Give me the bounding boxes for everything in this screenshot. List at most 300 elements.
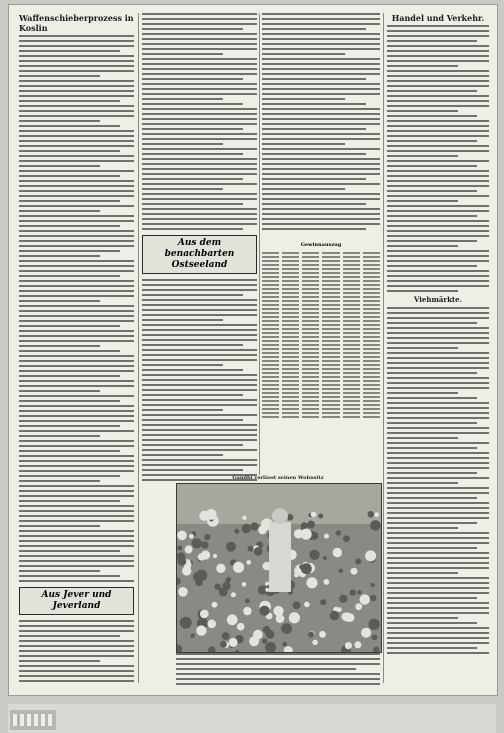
text-line xyxy=(142,454,223,456)
table-cell xyxy=(322,364,339,366)
text-line xyxy=(387,607,489,609)
table-cell xyxy=(282,344,299,346)
text-line xyxy=(19,345,100,347)
table-cell xyxy=(363,396,380,398)
text-line xyxy=(387,567,489,569)
text-line xyxy=(387,622,477,624)
text-line xyxy=(142,43,257,45)
text-line xyxy=(262,48,380,50)
text-line xyxy=(387,542,489,544)
text-line xyxy=(176,673,380,675)
table-cell xyxy=(282,356,299,358)
table-cell xyxy=(282,296,299,298)
text-line xyxy=(19,220,134,222)
table-cell xyxy=(282,396,299,398)
text-line xyxy=(19,530,134,532)
text-line xyxy=(262,148,380,150)
text-line xyxy=(19,445,134,447)
text-line xyxy=(387,120,489,122)
table-cell xyxy=(343,384,360,386)
table-cell xyxy=(302,340,319,342)
table-cell xyxy=(262,316,279,318)
text-line xyxy=(19,630,134,632)
text-line xyxy=(387,562,489,564)
text-line xyxy=(142,108,257,110)
table-cell xyxy=(343,312,360,314)
text-line xyxy=(387,200,458,202)
text-line xyxy=(19,430,134,432)
text-line xyxy=(19,120,100,122)
text-line xyxy=(19,235,134,237)
table-cell xyxy=(343,284,360,286)
text-line xyxy=(387,477,489,479)
text-line xyxy=(387,572,458,574)
text-line xyxy=(142,33,257,35)
text-line xyxy=(19,620,134,622)
text-line xyxy=(387,160,489,162)
table-cell xyxy=(262,280,279,282)
text-line xyxy=(19,580,134,582)
table-cell xyxy=(363,280,380,282)
text-line xyxy=(142,294,243,296)
text-line xyxy=(19,305,134,307)
table-cell xyxy=(262,284,279,286)
text-line xyxy=(19,260,134,262)
text-line xyxy=(19,135,134,137)
text-line xyxy=(387,70,489,72)
table-cell xyxy=(262,352,279,354)
text-line xyxy=(142,158,257,160)
text-line xyxy=(262,113,380,115)
text-line xyxy=(387,140,477,142)
table-cell xyxy=(282,392,299,394)
table-cell xyxy=(282,336,299,338)
text-line xyxy=(19,270,134,272)
text-line xyxy=(142,404,257,406)
table-cell xyxy=(322,392,339,394)
table-cell xyxy=(262,360,279,362)
text-line xyxy=(19,110,134,112)
text-line xyxy=(387,482,458,484)
table-cell xyxy=(322,416,339,418)
table-cell xyxy=(363,272,380,274)
table-cell xyxy=(302,300,319,302)
text-line xyxy=(387,155,458,157)
text-line xyxy=(262,228,366,230)
table-cell xyxy=(363,384,380,386)
text-line xyxy=(387,632,489,634)
table-cell xyxy=(363,316,380,318)
table-cell xyxy=(363,368,380,370)
text-line xyxy=(142,98,223,100)
table-cell xyxy=(343,296,360,298)
text-line xyxy=(262,168,380,170)
text-line xyxy=(262,173,380,175)
table-cell xyxy=(343,300,360,302)
table-cell xyxy=(343,260,360,262)
table-cell xyxy=(282,300,299,302)
text-line xyxy=(387,392,458,394)
table-cell xyxy=(262,364,279,366)
text-line xyxy=(387,427,489,429)
text-line xyxy=(19,680,134,682)
text-line xyxy=(387,265,477,267)
text-line xyxy=(19,665,134,667)
table-cell xyxy=(363,328,380,330)
table-cell xyxy=(343,412,360,414)
table-cell xyxy=(363,300,380,302)
table-cell xyxy=(262,376,279,378)
text-line xyxy=(142,103,243,105)
text-line xyxy=(142,118,257,120)
text-line xyxy=(387,472,477,474)
text-line xyxy=(387,537,489,539)
text-line xyxy=(142,314,257,316)
text-line xyxy=(387,602,489,604)
text-line xyxy=(387,35,489,37)
text-line xyxy=(19,405,134,407)
text-line xyxy=(19,210,100,212)
column-4 xyxy=(387,13,489,683)
text-line xyxy=(19,550,120,552)
table-cell xyxy=(322,264,339,266)
table-cell xyxy=(322,332,339,334)
table-cell xyxy=(262,396,279,398)
table-cell xyxy=(322,408,339,410)
table-cell xyxy=(262,312,279,314)
text-line xyxy=(142,439,257,441)
text-line xyxy=(387,637,489,639)
text-line xyxy=(19,250,120,252)
text-line xyxy=(142,369,243,371)
text-line xyxy=(387,85,489,87)
table-cell xyxy=(262,268,279,270)
table-cell xyxy=(262,392,279,394)
text-line xyxy=(262,178,366,180)
text-line xyxy=(262,188,345,190)
text-line xyxy=(387,437,458,439)
text-line xyxy=(387,467,489,469)
table-cell xyxy=(322,396,339,398)
table-cell xyxy=(302,264,319,266)
text-line xyxy=(142,213,257,215)
text-line xyxy=(19,470,134,472)
table-cell xyxy=(343,336,360,338)
table-cell xyxy=(363,412,380,414)
text-line xyxy=(142,168,257,170)
table-cell xyxy=(302,404,319,406)
text-line xyxy=(142,153,243,155)
text-line xyxy=(262,213,380,215)
table-cell xyxy=(343,308,360,310)
text-line xyxy=(19,115,134,117)
text-line xyxy=(387,240,477,242)
table-cell xyxy=(343,316,360,318)
text-line xyxy=(387,457,489,459)
text-line xyxy=(142,63,257,65)
text-line xyxy=(19,290,134,292)
text-line xyxy=(387,372,477,374)
text-line xyxy=(19,40,134,42)
table-cell xyxy=(363,360,380,362)
text-line xyxy=(387,412,489,414)
text-line xyxy=(387,317,489,319)
table-cell xyxy=(363,400,380,402)
text-line xyxy=(19,480,100,482)
text-line xyxy=(387,90,477,92)
table-cell xyxy=(363,404,380,406)
text-line xyxy=(387,105,489,107)
text-line xyxy=(387,452,489,454)
text-line xyxy=(142,138,257,140)
text-line xyxy=(387,597,477,599)
text-line xyxy=(387,582,489,584)
table-cell xyxy=(302,376,319,378)
text-line xyxy=(19,175,120,177)
text-line xyxy=(262,93,380,95)
table-cell xyxy=(302,268,319,270)
text-line xyxy=(387,502,489,504)
table-cell xyxy=(363,352,380,354)
table-cell xyxy=(302,344,319,346)
text-line xyxy=(19,660,100,662)
text-line xyxy=(142,444,243,446)
text-line xyxy=(387,652,489,654)
text-line xyxy=(387,235,489,237)
table-cell xyxy=(302,416,319,418)
table-cell xyxy=(282,288,299,290)
text-line xyxy=(387,647,477,649)
text-line xyxy=(142,48,257,50)
text-line xyxy=(19,205,134,207)
text-line xyxy=(19,355,134,357)
table-cell xyxy=(363,324,380,326)
table-cell xyxy=(343,360,360,362)
table-cell xyxy=(282,384,299,386)
text-line xyxy=(387,497,477,499)
text-line xyxy=(387,280,489,282)
text-line xyxy=(142,349,257,351)
table-cell xyxy=(282,404,299,406)
text-line xyxy=(142,193,257,195)
table-cell xyxy=(322,372,339,374)
text-line xyxy=(19,145,134,147)
text-line xyxy=(142,279,257,281)
text-line xyxy=(262,58,380,60)
table-cell xyxy=(302,312,319,314)
table-cell xyxy=(302,400,319,402)
table-cell xyxy=(282,292,299,294)
table-cell xyxy=(322,380,339,382)
text-line xyxy=(19,370,134,372)
text-line xyxy=(142,188,223,190)
text-line xyxy=(19,315,134,317)
text-line xyxy=(142,178,243,180)
table-cell xyxy=(262,308,279,310)
table-cell xyxy=(343,348,360,350)
table-cell xyxy=(322,316,339,318)
table-cell xyxy=(262,412,279,414)
table-cell xyxy=(322,328,339,330)
text-line xyxy=(387,285,489,287)
text-line xyxy=(142,83,257,85)
text-line xyxy=(387,125,489,127)
text-line xyxy=(19,75,100,77)
text-line xyxy=(387,592,489,594)
text-line xyxy=(19,125,120,127)
table-cell xyxy=(322,356,339,358)
table-cell xyxy=(343,324,360,326)
table-cell xyxy=(282,260,299,262)
table-cell xyxy=(363,388,380,390)
table-cell xyxy=(343,352,360,354)
text-line xyxy=(19,670,134,672)
text-line xyxy=(142,409,223,411)
table-cell xyxy=(363,276,380,278)
text-line xyxy=(19,190,134,192)
text-line xyxy=(387,80,489,82)
table-cell xyxy=(322,308,339,310)
table-cell xyxy=(322,320,339,322)
scan-footer-strip xyxy=(8,704,496,733)
text-line xyxy=(387,512,489,514)
text-line xyxy=(19,255,100,257)
text-line xyxy=(387,130,489,132)
table-grid xyxy=(262,252,380,418)
text-line xyxy=(142,143,223,145)
table-cell xyxy=(302,256,319,258)
newspaper-page xyxy=(8,4,498,696)
table-cell xyxy=(282,360,299,362)
table-cell xyxy=(343,404,360,406)
table-cell xyxy=(282,264,299,266)
text-line xyxy=(19,475,120,477)
table-cell xyxy=(363,416,380,418)
table-cell xyxy=(262,372,279,374)
table-cell xyxy=(322,276,339,278)
text-line xyxy=(142,359,257,361)
text-line xyxy=(387,522,477,524)
text-line xyxy=(387,230,489,232)
table-cell xyxy=(282,340,299,342)
text-line xyxy=(142,218,257,220)
text-line xyxy=(19,490,134,492)
table-cell xyxy=(282,284,299,286)
table-cell xyxy=(343,328,360,330)
text-line xyxy=(387,110,458,112)
table-cell xyxy=(302,388,319,390)
text-line xyxy=(387,507,489,509)
table-cell xyxy=(322,284,339,286)
text-line xyxy=(387,180,489,182)
text-line xyxy=(387,100,489,102)
table-cell xyxy=(262,384,279,386)
table-cell xyxy=(322,324,339,326)
text-line xyxy=(387,312,489,314)
table-cell xyxy=(302,332,319,334)
table-cell xyxy=(322,288,339,290)
text-line xyxy=(19,410,134,412)
text-line xyxy=(19,435,100,437)
text-line xyxy=(142,339,257,341)
text-line xyxy=(142,394,243,396)
text-line xyxy=(19,85,134,87)
table-cell xyxy=(282,316,299,318)
text-line xyxy=(19,105,134,107)
text-line xyxy=(19,390,100,392)
text-line xyxy=(176,658,380,660)
text-line xyxy=(387,627,489,629)
table-cell xyxy=(262,408,279,410)
table-cell xyxy=(282,372,299,374)
table-cell xyxy=(363,288,380,290)
text-line xyxy=(262,203,366,205)
text-line xyxy=(387,145,489,147)
text-line xyxy=(19,625,134,627)
column-3 xyxy=(262,13,380,238)
text-line xyxy=(387,245,458,247)
table-cell xyxy=(262,264,279,266)
text-line xyxy=(19,170,134,172)
text-line xyxy=(19,275,120,277)
table-cell xyxy=(363,408,380,410)
text-line xyxy=(19,500,120,502)
table-cell xyxy=(363,264,380,266)
text-line xyxy=(142,374,257,376)
text-line xyxy=(387,195,489,197)
table-cell xyxy=(282,352,299,354)
text-line xyxy=(19,400,120,402)
text-line xyxy=(387,342,489,344)
column-rule xyxy=(383,13,384,683)
table-cell xyxy=(343,340,360,342)
text-line xyxy=(142,208,257,210)
table-cell xyxy=(262,404,279,406)
text-line xyxy=(387,220,489,222)
table-cell xyxy=(302,356,319,358)
text-line xyxy=(262,83,380,85)
table-cell xyxy=(363,376,380,378)
table-cell xyxy=(302,412,319,414)
text-line xyxy=(19,510,134,512)
table-cell xyxy=(262,416,279,418)
text-line xyxy=(19,180,134,182)
crowd-photo-image xyxy=(177,484,381,652)
table-cell xyxy=(282,368,299,370)
text-line xyxy=(19,80,134,82)
text-line xyxy=(387,327,489,329)
text-line xyxy=(262,143,345,145)
text-line xyxy=(387,432,489,434)
text-line xyxy=(142,183,257,185)
text-line xyxy=(19,285,134,287)
text-line xyxy=(142,429,257,431)
table-cell xyxy=(322,256,339,258)
text-line xyxy=(387,492,489,494)
text-line xyxy=(176,678,380,680)
table-cell xyxy=(262,356,279,358)
article-body xyxy=(142,279,257,483)
text-line xyxy=(387,402,489,404)
text-line xyxy=(19,50,120,52)
table-cell xyxy=(343,264,360,266)
table-cell xyxy=(302,364,319,366)
text-line xyxy=(387,55,489,57)
text-line xyxy=(142,128,243,130)
text-line xyxy=(387,255,489,257)
table-cell xyxy=(363,320,380,322)
table-cell xyxy=(363,392,380,394)
